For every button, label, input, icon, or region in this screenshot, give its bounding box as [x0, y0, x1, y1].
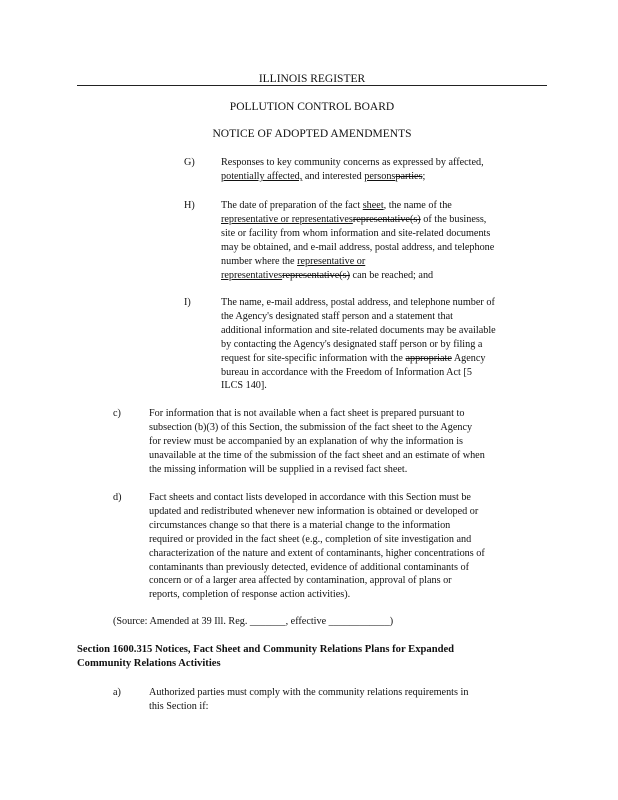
- register-title: ILLINOIS REGISTER: [258, 73, 366, 85]
- source-note: (Source: Amended at 39 Ill. Reg. _______, effective ____________): [113, 616, 394, 627]
- section-heading: Section 1600.315 Notices, Fact Sheet and Community Relations Plans for Expanded Community Relations Activities: [77, 644, 455, 669]
- item-g-text: Responses to key community concerns as expressed by affected, potentially affected, and interested personsparties;: [221, 157, 484, 182]
- item-d-text: Fact sheets and contact lists developed in accordance with this Section must be updated and redistributed whenever new information is obtained or developed or circumstances change so that there is a material change to the information required or provided in the fact sheet (e.g., completion of site investigation and characterization of the nature and extent of contaminants, higher concentrations of contaminants than previously detected, evidence of additional contaminants of concern or of a larger area affected by contamination, approval of plans or reports, completion of response action activities).: [149, 492, 485, 601]
- item-h-text: The date of preparation of the fact sheet, the name of the representative or representativesrepresentative(s) of the business, site or facility from whom information and site-related documents may be obtained, and e-mail address, postal address, and telephone number where the representative or representativesrepresentative(s) can be reached; and: [221, 200, 495, 281]
- item-i-text: The name, e-mail address, postal address, and telephone number of the Agency's designated staff person and a statement that additional information and site-related documents may be available by contacting the Agency's designated staff person or by filing a request for site-specific information with the appropriate Agency bureau in accordance with the Freedom of Information Act [5 ILCS 140].: [221, 297, 496, 392]
- item-d-label: d): [113, 492, 122, 503]
- item-a-label: a): [113, 687, 121, 698]
- item-g-label: G): [184, 157, 195, 168]
- board-title: POLLUTION CONTROL BOARD: [229, 101, 395, 113]
- header-rule: [77, 85, 547, 86]
- notice-title: NOTICE OF ADOPTED AMENDMENTS: [212, 128, 412, 140]
- item-i-label: I): [184, 297, 191, 308]
- item-h-label: H): [184, 200, 195, 211]
- item-a-text: Authorized parties must comply with the community relations requirements in this Section if:: [149, 687, 469, 712]
- item-c-text: For information that is not available when a fact sheet is prepared pursuant to subsection (b)(3) of this Section, the submission of the fact sheet to the Agency for review must be accompanied by an explanation of why the information is unavailable at the time of the submission of the fact sheet and an estimate of when the missing information will be supplied in a revised fact sheet.: [149, 408, 485, 475]
- item-c-label: c): [113, 408, 121, 419]
